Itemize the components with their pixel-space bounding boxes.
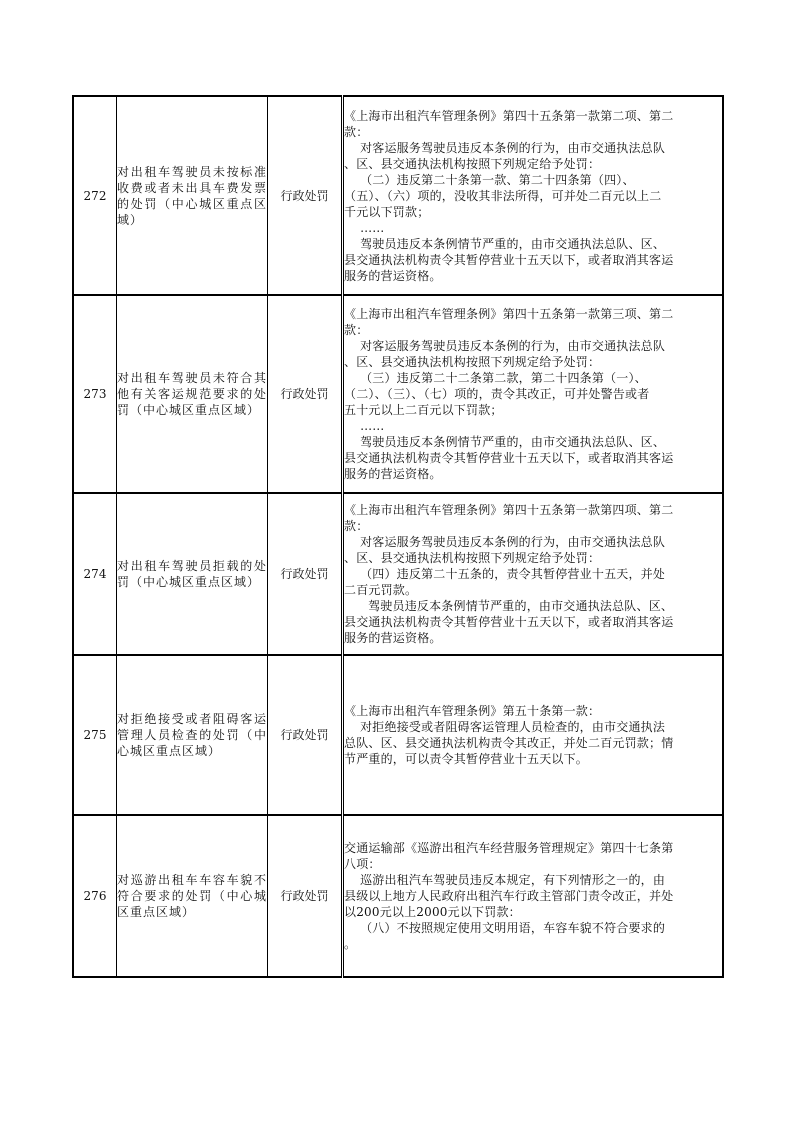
legal-basis-line: 交通运输部《巡游出租汽车经营服务管理规定》第四十七条第 <box>344 841 674 855</box>
row-number: 272 <box>73 96 117 295</box>
penalty-type: 行政处罚 <box>268 96 343 295</box>
table-row <box>73 96 723 295</box>
legal-basis-line: 款： <box>344 519 369 533</box>
item-name-cell <box>117 493 268 655</box>
item-name-cell <box>117 295 268 493</box>
legal-basis-line: 对客运服务驾驶员违反本条例的行为，由市交通执法总队 <box>344 140 666 155</box>
legal-basis-line: （二）违反第二十条第一款、第二十四条第（四）、 <box>344 172 635 187</box>
legal-basis <box>344 502 722 646</box>
row-number: 274 <box>73 493 117 655</box>
legal-basis-line: 服务的营运资格。 <box>344 467 442 481</box>
legal-basis-line: 款： <box>344 323 369 337</box>
legal-basis-cell <box>343 493 724 655</box>
legal-basis <box>344 840 722 952</box>
legal-basis-line: 节严重的，可以责令其暂停营业十五天以下。 <box>344 752 589 766</box>
legal-basis-line: 对客运服务驾驶员违反本条例的行为，由市交通执法总队 <box>344 535 666 549</box>
legal-basis-line: 对拒绝接受或者阻碍客运管理人员检查的，由市交通执法 <box>344 720 666 734</box>
legal-basis-cell <box>343 815 724 977</box>
table-row <box>73 815 723 977</box>
item-name: 对巡游出租车车容车貌不符合要求的处罚（中心城区重点区域） <box>117 873 267 919</box>
row-number: 275 <box>73 655 117 815</box>
item-name: 对拒绝接受或者阻碍客运管理人员检查的处罚（中心城区重点区域） <box>117 712 267 758</box>
legal-basis-cell <box>343 96 724 295</box>
legal-basis-line: …… <box>344 220 385 235</box>
legal-basis-line: 、区、县交通执法机构按照下列规定给予处罚： <box>344 156 601 171</box>
legal-basis-line: （四）违反第二十五条的，责令其暂停营业十五天，并处 <box>344 567 666 581</box>
legal-basis-line: 驾驶员违反本条例情节严重的，由市交通执法总队、区、 <box>344 236 666 251</box>
penalty-type: 行政处罚 <box>268 815 343 977</box>
table-row <box>73 655 723 815</box>
legal-basis-cell <box>343 295 724 493</box>
row-number: 273 <box>73 295 117 493</box>
legal-basis-line: 千元以下罚款； <box>344 204 430 219</box>
item-name-cell <box>117 655 268 815</box>
legal-basis-line: 、区、县交通执法机构按照下列规定给予处罚： <box>344 355 601 369</box>
legal-basis-cell <box>343 655 724 815</box>
legal-basis-line: 《上海市出租汽车管理条例》第四十五条第一款第二项、第二 <box>344 108 674 123</box>
legal-basis-line: （二）、（三）、（七）项的，责令其改正，可并处警告或者 <box>344 387 650 401</box>
legal-basis-line: 五十元以上二百元以下罚款； <box>344 403 503 417</box>
legal-basis-line: 八项： <box>344 857 381 871</box>
legal-basis-line: 服务的营运资格。 <box>344 631 442 645</box>
legal-basis-line: 服务的营运资格。 <box>344 268 442 283</box>
legal-basis-line: 《上海市出租汽车管理条例》第四十五条第一款第三项、第二 <box>344 307 674 321</box>
legal-basis-line: 《上海市出租汽车管理条例》第五十条第一款： <box>344 704 601 718</box>
penalty-table <box>72 95 724 978</box>
table-body <box>73 96 723 977</box>
legal-basis <box>344 306 722 482</box>
legal-basis-line: 对客运服务驾驶员违反本条例的行为，由市交通执法总队 <box>344 339 666 353</box>
legal-basis-line: 驾驶员违反本条例情节严重的，由市交通执法总队、区、 <box>344 435 666 449</box>
table-row <box>73 295 723 493</box>
legal-basis-line: 县交通执法机构责令其暂停营业十五天以下，或者取消其客运 <box>344 451 674 465</box>
legal-basis-line: 款： <box>344 124 369 139</box>
legal-basis-line: 驾驶员违反本条例情节严重的，由市交通执法总队、区、 <box>344 599 674 613</box>
legal-basis-line: 、区、县交通执法机构按照下列规定给予处罚： <box>344 551 601 565</box>
legal-basis-line: …… <box>344 419 385 433</box>
legal-basis-line: （五）、（六）项的，没收其非法所得，可并处二百元以上二 <box>344 188 662 203</box>
penalty-type: 行政处罚 <box>268 295 343 493</box>
item-name-cell <box>117 815 268 977</box>
table-row <box>73 493 723 655</box>
penalty-type: 行政处罚 <box>268 655 343 815</box>
penalty-type: 行政处罚 <box>268 493 343 655</box>
item-name: 对出租车驾驶员未按标准收费或者未出具车费发票的处罚（中心城区重点区域） <box>117 164 267 227</box>
legal-basis-line: 二百元罚款。 <box>344 583 418 597</box>
legal-basis-line: 县交通执法机构责令其暂停营业十五天以下，或者取消其客运 <box>344 252 674 267</box>
legal-basis-line: 以200元以上2000元以下罚款： <box>344 905 521 919</box>
legal-basis-line: 。 <box>344 937 357 951</box>
item-name: 对出租车驾驶员未符合其他有关客运规范要求的处罚（中心城区重点区域） <box>117 371 267 417</box>
row-number: 276 <box>73 815 117 977</box>
legal-basis-line: 县交通执法机构责令其暂停营业十五天以下，或者取消其客运 <box>344 615 674 629</box>
legal-basis <box>344 703 722 767</box>
legal-basis-line: 巡游出租汽车驾驶员违反本规定，有下列情形之一的，由 <box>344 873 666 887</box>
item-name-cell <box>117 96 268 295</box>
legal-basis-line: 《上海市出租汽车管理条例》第四十五条第一款第四项、第二 <box>344 503 674 517</box>
legal-basis-line: 总队、区、县交通执法机构责令其改正，并处二百元罚款；情 <box>344 736 674 750</box>
legal-basis-line: （三）违反第二十二条第二款，第二十四条第（一）、 <box>344 371 647 385</box>
legal-basis-line: （八）不按照规定使用文明用语，车容车貌不符合要求的 <box>344 921 666 935</box>
item-name: 对出租车驾驶员拒载的处罚（中心城区重点区域） <box>117 559 267 589</box>
legal-basis-line: 县级以上地方人民政府出租汽车行政主管部门责令改正，并处 <box>344 889 674 903</box>
legal-basis <box>344 108 722 284</box>
